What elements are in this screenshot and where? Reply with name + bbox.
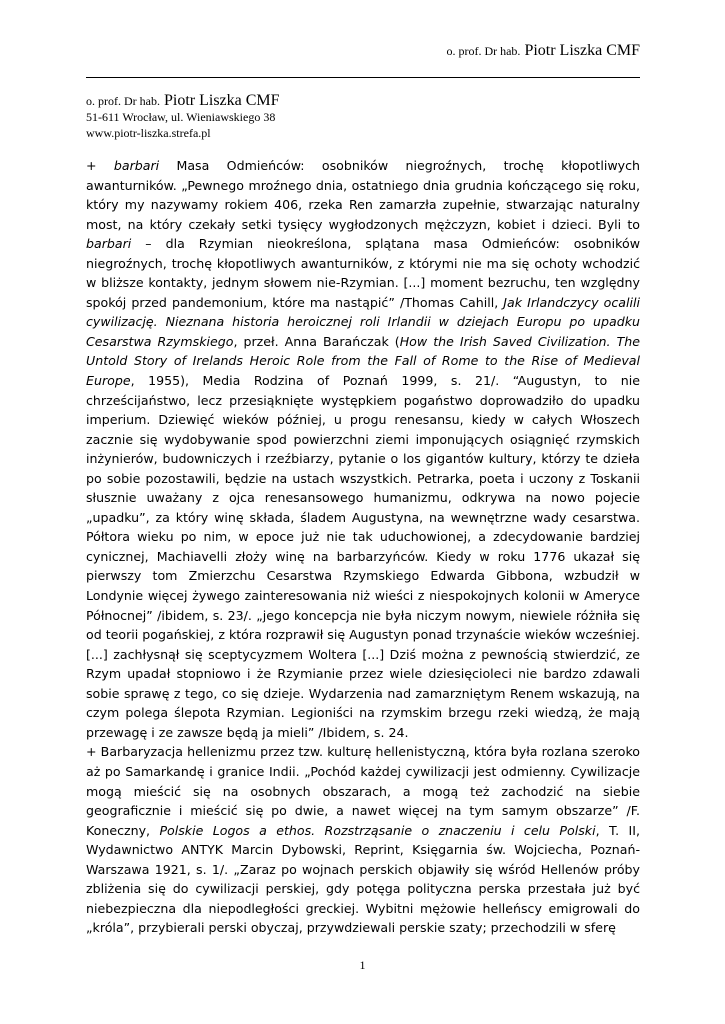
text-run: – dla Rzymian nieokreślona, splątana masa Odmieńców: osobników niegroźnych, trochę kłopotliwych awanturników, z którymi nie ma się ochoty wchodzić w bliższe kontakty, jednym słowem nie-Rzymian. [...] moment bezruchu, ten względny spokój przed pandemonium, które ma nastąpić” /Thomas Cahill, — [86, 236, 640, 310]
text-run: , T. II, Wydawnictwo ANTYK Marcin Dybowski, Reprint, Księgarnia św. Wojciecha, Poznań-Warszawa 1921, s. 1/. „Zaraz po wojnach perskich objawiły się wśród Hellenów próby zbliżenia się do cywilizacji perskiej, gdy potęga polityczna perska przestała już być niebezpieczna dla niepodległości greckiej. Wybitni mężowie helleńscy emigrowali do „króla”, przybierali perski obyczaj, przywdziewali perskie szaty; przechodzili w sferę — [86, 822, 640, 936]
italic-text-run: barbari — [113, 158, 160, 173]
author-website: www.piotr-liszka.strefa.pl — [86, 126, 211, 140]
author-name: Piotr Liszka CMF — [163, 92, 280, 109]
italic-text-run: How the Irish Saved Civilization. The Untold Story of Irelands Heroic Role from the Fall of Rome to the Rise of Medieval Europe — [86, 333, 640, 389]
text-run: + — [86, 158, 114, 173]
text-run: + Barbaryzacja hellenizmu przez tzw. kulturę hellenistyczną, która była rozlana szeroko aż po Samarkandę i granice Indii. „Pochód każdej cywilizacji jest odmienny. Cywilizacje mogą mieścić się na osobnych obszarach, a mogą też zachodzić na siebie geograficznie i mieścić się po dwie, a nawet więcej na tym samym obszarze” /F. Koneczny, — [86, 744, 640, 838]
italic-text-run: Polskie Logos a ethos. Rozstrząsanie o znaczeniu i celu Polski — [159, 822, 596, 838]
text-run: Masa Odmieńców: osobników niegroźnych, trochę kłopotliwych awanturników. „Pewnego mroźnego dnia, ostatniego dnia grudnia kończącego się roku, który my nazywamy rokiem 406, rzeka Ren zamarzła zupełnie, stwarzając naturalny most, na który czekały setki tysięcy wygłodzonych mężczyzn, kobiet i dzieci. Byli to — [86, 158, 640, 232]
author-address-block — [86, 93, 280, 141]
paragraph — [86, 156, 640, 742]
italic-text-run: barbari — [86, 236, 132, 252]
header-author-name: Piotr Liszka CMF — [524, 42, 640, 59]
running-header — [446, 42, 640, 60]
page-number: 1 — [359, 958, 366, 972]
text-run: , przeł. Anna Barańczak ( — [233, 333, 400, 349]
document-body — [86, 156, 640, 938]
author-street: 51-611 Wrocław, ul. Wieniawskiego 38 — [86, 110, 276, 124]
author-name-line — [86, 93, 280, 109]
paragraph — [86, 742, 640, 937]
header-title-small: o. prof. Dr hab. — [446, 44, 521, 58]
italic-text-run: Jak Irlandczycy ocalili cywilizację. Nieznana historia heroicznej roli Irlandii w dziejach Europu po upadku Cesarstwa Rzymskiego — [86, 294, 640, 349]
text-run: , 1955), Media Rodzina of Poznań 1999, s. 21/. “Augustyn, to nie chrześcijaństwo, lecz przesiąknięte występkiem pogaństwo doprowadziło do upadku imperium. Dziewięć wieków później, u progu renesansu, kiedy w całych Włoszech zacznie się wydobywanie spod powierzchni ziemi imponujących osiągnięć rzymskich inżynierów, budowniczych i rzeźbiarzy, pytanie o los gigantów kultury, którzy te dzieła po sobie pozostawili, będzie na ustach wszystkich. Petrarka, poeta i uczony z Toskanii słusznie uważany z ojca renesansowego humanizmu, odkrywa na nowo pojecie „upadku”, za który winę składa, śladem Augustyna, na wewnętrzne wady cesarstwa. Półtora wieku po nim, w epoce już nie tak uduchowionej, a zdecydowanie bardziej cynicznej, Machiavelli złoży winę na barbarzyńców. Kiedy w roku 1776 ukazał się pierwszy tom Zmierzchu Cesarstwa Rzymskiego Edwarda Gibbona, wzbudził w Londynie więcej żywego zainteresowania niż wieści z niespokojnych kolonii w Ameryce Północnej” /ibidem, s. 23/. „jego koncepcja nie była niczym nowym, niewiele różniła się od teorii pogańskiej, z która rozprawił się Augustyn ponad trzynaście wieków wcześniej. [...] zachłysnął się sceptycyzmem Woltera [...] Dziś można z pewnością stwierdzić, ze Rzym upadał stopniowo i że Rzymianie przez wiele dziesięcioleci nie bardzo zdawali sobie sprawę z tego, co się dzieje. Wydarzenia nad zamarzniętym Renem wskazują, na czym polega ślepota Rzymian. Legioniści na rzymskim brzegu rzeki wiedzą, że mają przewagę i ze zawsze będą ja mieli” /Ibidem, s. 24. — [86, 373, 640, 740]
author-title: o. prof. Dr hab. — [86, 94, 160, 108]
header-rule — [86, 77, 640, 78]
